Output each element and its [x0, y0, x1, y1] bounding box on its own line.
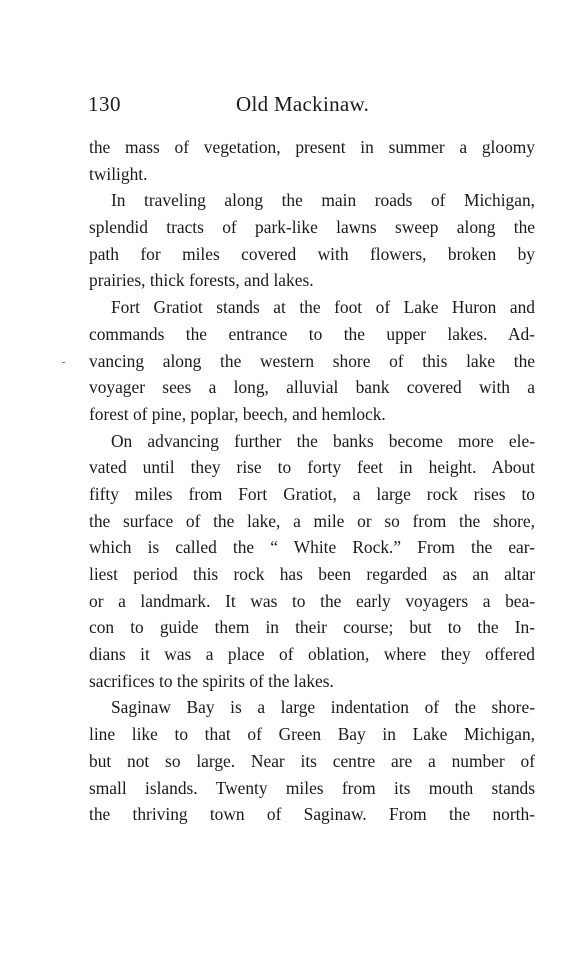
text-line: On advancing further the banks become more ele-	[111, 430, 535, 451]
text-line: In traveling along the main roads of Michigan,	[111, 190, 535, 211]
text-line: voyager sees a long, alluvial bank covered with a	[89, 377, 535, 398]
text-line: the mass of vegetation, present in summer a gloomy	[89, 137, 535, 157]
text-line: vated until they rise to forty feet in height. About	[89, 457, 535, 478]
text-line: twilight.	[89, 163, 148, 184]
running-head	[88, 92, 538, 120]
text-line: Fort Gratiot stands at the foot of Lake Huron and	[111, 297, 535, 318]
text-line: liest period this rock has been regarded as an altar	[89, 564, 535, 584]
text-line: vancing along the western shore of this lake the	[89, 350, 535, 371]
text-line: or a landmark. It was to the early voyagers a bea-	[89, 590, 535, 611]
margin-speck	[62, 362, 65, 363]
text-line: fifty miles from Fort Gratiot, a large rock rises to	[89, 483, 535, 504]
text-line: small islands. Twenty miles from its mouth stands	[89, 777, 535, 798]
text-line: line like to that of Green Bay in Lake Michigan,	[89, 724, 535, 745]
text-line: but not so large. Near its centre are a number of	[89, 750, 535, 771]
text-line: the thriving town of Saginaw. From the north-	[89, 804, 535, 825]
page-number: 130	[88, 92, 121, 116]
text-line: the surface of the lake, a mile or so from the shore,	[89, 510, 535, 531]
text-line: splendid tracts of park-like lawns sweep along the	[89, 217, 535, 238]
body-text	[89, 134, 535, 828]
text-line: con to guide them in their course; but to the In-	[89, 617, 535, 638]
text-line: Saginaw Bay is a large indentation of the shore-	[111, 697, 535, 718]
text-line: commands the entrance to the upper lakes. Ad-	[89, 323, 535, 344]
text-line: prairies, thick forests, and lakes.	[89, 270, 314, 291]
text-line: which is called the “ White Rock.” From the ear-	[89, 537, 535, 558]
text-line: sacrifices to the spirits of the lakes.	[89, 670, 334, 691]
text-line: path for miles covered with flowers, broken by	[89, 243, 535, 264]
text-line: dians it was a place of oblation, where they offered	[89, 644, 535, 665]
running-title: Old Mackinaw.	[236, 92, 370, 116]
text-line: forest of pine, poplar, beech, and hemlock.	[89, 403, 386, 424]
